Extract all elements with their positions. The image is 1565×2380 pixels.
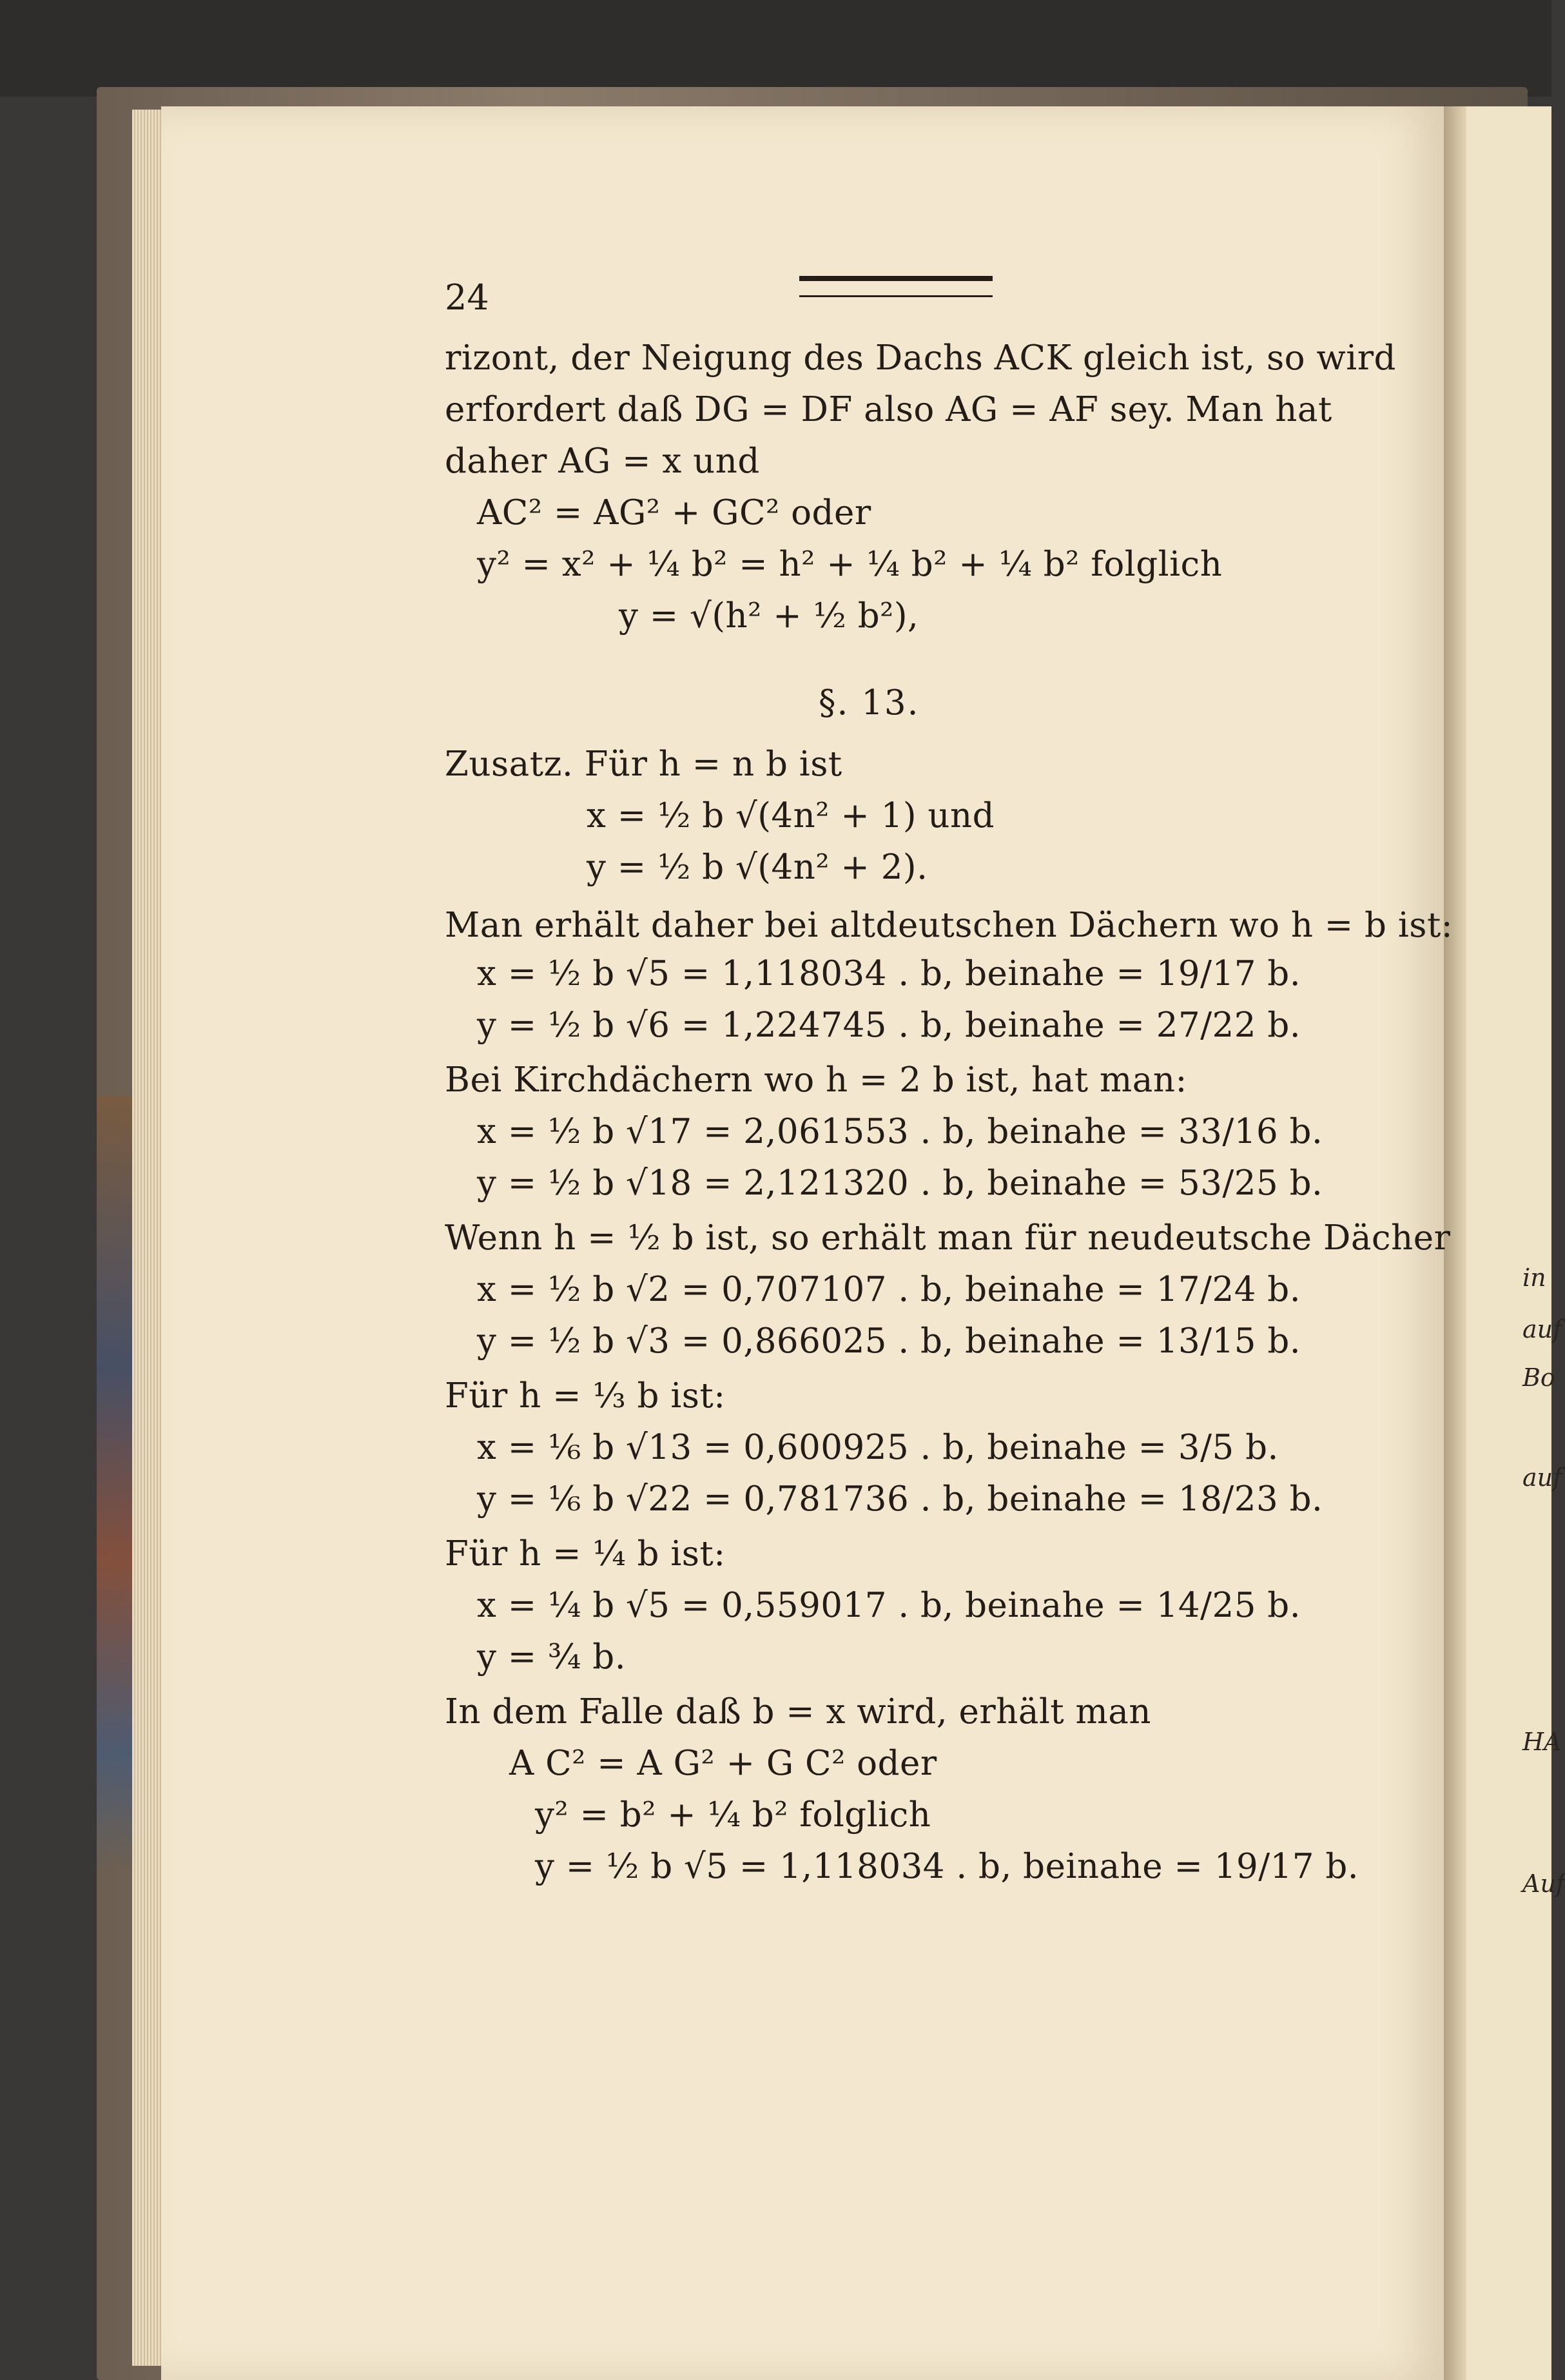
facing-page-text: in <box>1522 1263 1546 1292</box>
formula-line: AC² = AG² + GC² oder <box>477 493 871 532</box>
text-line: daher AG = x und <box>445 442 760 481</box>
text-line: Zusatz. Für h = n b ist <box>445 745 842 784</box>
text-line: In dem Falle daß b = x wird, erhält man <box>445 1692 1152 1731</box>
text-line: Für h = ¼ b ist: <box>445 1534 726 1574</box>
formula-line: y = ¾ b. <box>477 1637 627 1677</box>
text-line: erfordert daß DG = DF also AG = AF sey. Man hat <box>445 390 1332 429</box>
formula-line: x = ½ b √2 = 0,707107 . b, beinahe = 17/24 b. <box>477 1270 1301 1309</box>
formula-line: x = ½ b √17 = 2,061553 . b, beinahe = 33/16 b. <box>477 1112 1323 1151</box>
formula-line: x = ½ b √(4n² + 1) und <box>587 796 995 835</box>
formula-line: y = ½ b √5 = 1,118034 . b, beinahe = 19/17 b. <box>535 1847 1359 1886</box>
background-top <box>0 0 1551 97</box>
formula-line: y² = b² + ¼ b² folglich <box>535 1795 931 1835</box>
formula-line: y = √(h² + ½ b²), <box>619 596 919 636</box>
formula-line: x = ¼ b √5 = 0,559017 . b, beinahe = 14/25 b. <box>477 1586 1301 1625</box>
formula-line: y = ⅙ b √22 = 0,781736 . b, beinahe = 18/23 b. <box>477 1479 1323 1519</box>
formula-line: y = ½ b √3 = 0,866025 . b, beinahe = 13/15 b. <box>477 1322 1301 1361</box>
formula-line: y = ½ b √18 = 2,121320 . b, beinahe = 53/25 b. <box>477 1164 1323 1203</box>
text-line: Wenn h = ½ b ist, so erhält man für neudeutsche Dächer <box>445 1218 1451 1258</box>
text-line: Bei Kirchdächern wo h = 2 b ist, hat man: <box>445 1060 1187 1100</box>
text-line: Man erhält daher bei altdeutschen Dächern wo h = b ist: <box>445 906 1453 945</box>
text-line: rizont, der Neigung des Dachs ACK gleich ist, so wird <box>445 338 1396 378</box>
text-line: Für h = ⅓ b ist: <box>445 1376 726 1416</box>
formula-line: y = ½ b √6 = 1,224745 . b, beinahe = 27/22 b. <box>477 1006 1301 1045</box>
formula-line: y² = x² + ¼ b² = h² + ¼ b² + ¼ b² folglich <box>477 545 1223 584</box>
formula-line: A C² = A G² + G C² oder <box>509 1744 937 1783</box>
header-rule <box>799 276 993 297</box>
section-heading: §. 13. <box>819 683 920 723</box>
facing-page-text: HA <box>1522 1728 1562 1756</box>
facing-page-text: Auf <box>1522 1869 1565 1898</box>
facing-page-text: Bo <box>1522 1363 1555 1392</box>
formula-line: y = ½ b √(4n² + 2). <box>587 848 928 887</box>
facing-page-text: auf <box>1522 1315 1562 1343</box>
formula-line: x = ⅙ b √13 = 0,600925 . b, beinahe = 3/5 b. <box>477 1428 1279 1467</box>
facing-page-text: auf <box>1522 1463 1562 1492</box>
formula-line: x = ½ b √5 = 1,118034 . b, beinahe = 19/17 b. <box>477 954 1301 993</box>
page-number: 24 <box>445 277 489 318</box>
facing-page <box>1466 106 1551 2380</box>
